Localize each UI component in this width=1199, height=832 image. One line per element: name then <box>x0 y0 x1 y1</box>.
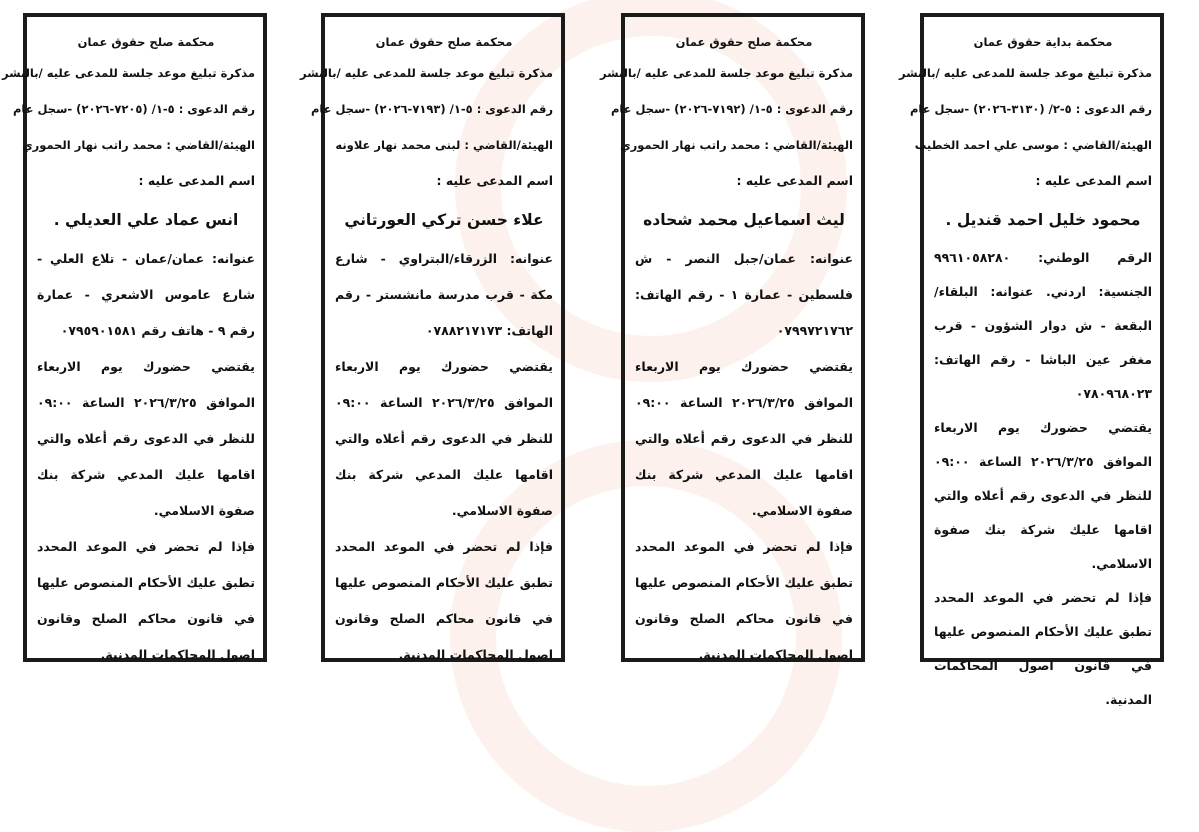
court-notice-4 <box>2 13 267 662</box>
warning-text: فإذا لم تحضر في الموعد المحدد تطبق عليك الأحكام المنصوص عليها في قانون محاكم الصلح وقانون اصول المحاكمات المدنية. <box>635 539 853 662</box>
case-number: رقم الدعوى : ٥-١/ (٧١٩٢-٢٠٢٦) -سجل عام <box>610 102 853 116</box>
warning-text: فإذا لم تحضر في الموعد المحدد تطبق عليك الأحكام المنصوص عليها في قانون محاكم الصلح وقانون اصول المحاكمات المدنية. <box>37 539 255 662</box>
defendant-label: اسم المدعى عليه : <box>1035 173 1152 188</box>
defendant-name: ليث اسماعيل محمد شحاده <box>643 211 845 229</box>
warning-text: فإذا لم تحضر في الموعد المحدد تطبق عليك الأحكام المنصوص عليها في قانون محاكم الصلح وقانون اصول المحاكمات المدنية. <box>335 539 553 662</box>
judge-name: الهيئة/القاضي : موسى علي احمد الخطيب <box>914 138 1152 152</box>
notice-title: مذكرة تبليغ موعد جلسة للمدعى عليه /بالنشر <box>899 66 1152 80</box>
court-name: محكمة صلح حقوق عمان <box>675 35 813 49</box>
court-notice-2 <box>600 13 865 662</box>
summons-text: يقتضي حضورك يوم الاربعاء الموافق ٢٠٢٦/٣/٢٥ الساعة ٠٩:٠٠ للنظر في الدعوى رقم أعلاه والتي اقامها عليك المدعي شركة بنك صفوة الاسلامي. <box>635 359 853 518</box>
warning-text: فإذا لم تحضر في الموعد المحدد تطبق عليك الأحكام المنصوص عليها في قانون اصول المحاكمات المدنية. <box>934 590 1152 707</box>
defendant-address: الرقم الوطني: ٩٩٦١٠٥٨٢٨٠ الجنسية: اردني. عنوانه: البلقاء/البقعة - ش دوار الشؤون - قرب مغفر عين الباشا - رقم الهاتف: ٠٧٨٠٩٦٨٠٢٣ <box>934 250 1152 401</box>
defendant-address: عنوانه: عمان/عمان - تلاع العلي - شارع عاموس الاشعري - عمارة رقم ٩ - هاتف رقم ٠٧٩٥٩٠١٥٨١ <box>37 251 255 338</box>
defendant-label: اسم المدعى عليه : <box>736 173 853 188</box>
defendant-name: علاء حسن تركي العورتاني <box>344 211 544 229</box>
defendant-name: انس عماد علي العديلي . <box>53 211 239 229</box>
summons-text: يقتضي حضورك يوم الاربعاء الموافق ٢٠٢٦/٣/٢٥ الساعة ٠٩:٠٠ للنظر في الدعوى رقم أعلاه والتي اقامها عليك المدعي شركة بنك صفوة الاسلامي. <box>37 359 255 518</box>
summons-text: يقتضي حضورك يوم الاربعاء الموافق ٢٠٢٦/٣/٢٥ الساعة ٠٩:٠٠ للنظر في الدعوى رقم أعلاه والتي اقامها عليك المدعي شركة بنك صفوة الاسلامي. <box>335 359 553 518</box>
notice-title: مذكرة تبليغ موعد جلسة للمدعى عليه /بالنشر <box>2 66 255 80</box>
judge-name: الهيئة/القاضي : محمد راتب نهار الحموري <box>22 138 255 152</box>
case-number: رقم الدعوى : ٥-١/ (٧١٩٣-٢٠٢٦) -سجل عام <box>310 102 553 116</box>
judge-name: الهيئة/القاضي : لبنى محمد نهار علاونه <box>335 138 553 152</box>
defendant-label: اسم المدعى عليه : <box>138 173 255 188</box>
defendant-label: اسم المدعى عليه : <box>436 173 553 188</box>
case-number: رقم الدعوى : ٥-١/ (٧٢٠٥-٢٠٢٦) -سجل عام <box>12 102 255 116</box>
court-name: محكمة صلح حقوق عمان <box>77 35 215 49</box>
case-number: رقم الدعوى : ٥-٢/ (٣١٣٠-٢٠٢٦) -سجل عام <box>909 102 1152 116</box>
defendant-name: محمود خليل احمد قنديل . <box>945 211 1141 229</box>
court-name: محكمة بداية حقوق عمان <box>973 35 1113 49</box>
notice-title: مذكرة تبليغ موعد جلسة للمدعى عليه /بالنشر <box>600 66 853 80</box>
court-notice-3 <box>300 13 565 662</box>
defendant-address: عنوانه: الزرقاء/البتراوي - شارع مكة - قرب مدرسة مانشستر - رقم الهاتف: ٠٧٨٨٢١٧١٧٣ <box>335 251 553 338</box>
court-name: محكمة صلح حقوق عمان <box>375 35 513 49</box>
court-notice-1 <box>899 13 1164 707</box>
summons-text: يقتضي حضورك يوم الاربعاء الموافق ٢٠٢٦/٣/٢٥ الساعة ٠٩:٠٠ للنظر في الدعوى رقم أعلاه والتي اقامها عليك شركة بنك صفوة الاسلامي. <box>934 420 1152 571</box>
judge-name: الهيئة/القاضي : محمد راتب نهار الحموري <box>620 138 853 152</box>
defendant-address: عنوانه: عمان/جبل النصر - ش فلسطين - عمارة ١ - رقم الهاتف: ٠٧٩٩٧٢١٧٦٢ <box>635 251 853 338</box>
notice-title: مذكرة تبليغ موعد جلسة للمدعى عليه /بالنشر <box>300 66 553 80</box>
